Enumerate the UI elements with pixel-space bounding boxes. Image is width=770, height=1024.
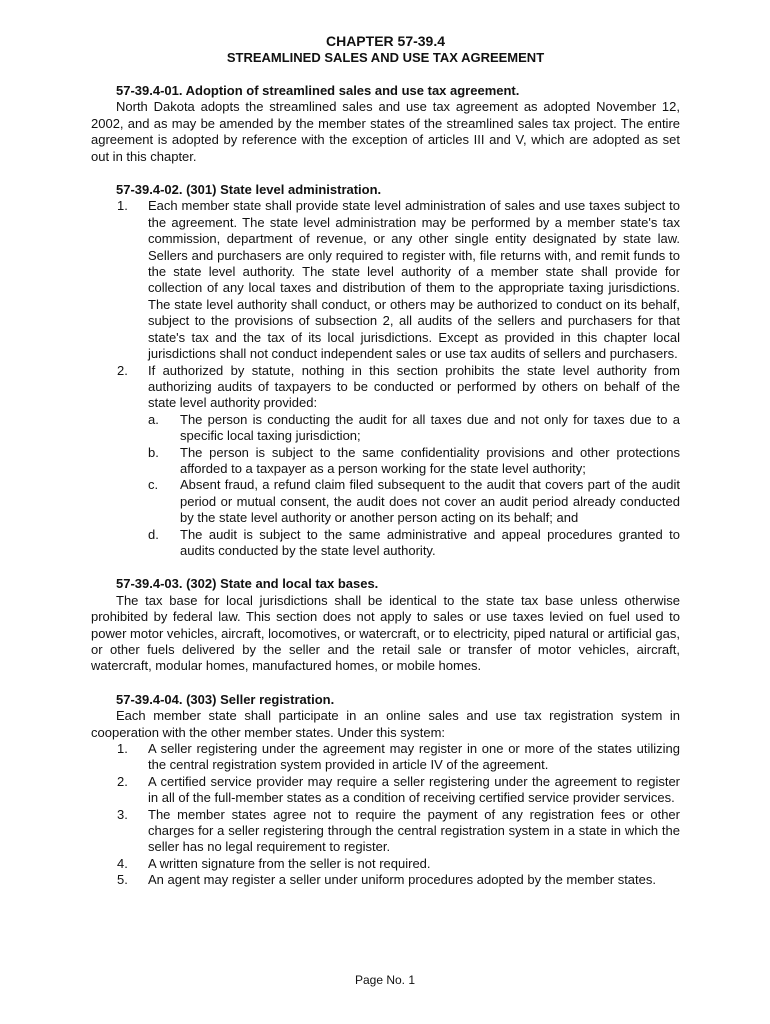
section-paragraph: Each member state shall participate in an online sales and use tax registration system in cooperation with the other member states. Under this system:: [91, 708, 680, 740]
sub-list-item: [148, 445, 680, 478]
sub-list-marker: b.: [148, 444, 159, 460]
list-item-text: The member states agree not to require the payment of any registration fees or other charges for a seller registering through the central registration system in a state in which the seller has no legal requirement to register.: [148, 806, 680, 855]
section-paragraph: The tax base for local jurisdictions shall be identical to the state tax base unless otherwise prohibited by federal law. This section does not apply to sales or use taxes levied on fuel used to power motor vehicles, aircraft, locomotives, or watercraft, or to electricity, piped natural or artificial gas, or other fuels delivered by the seller and the retail sale or transfer of motor vehicles, aircraft, watercraft, modular homes, manufactured homes, or mobile homes.: [91, 592, 680, 674]
list-item: [91, 774, 680, 807]
sub-list-item: [148, 412, 680, 445]
sub-list-marker: d.: [148, 526, 159, 542]
list-item: [91, 807, 680, 856]
list-item-text: If authorized by statute, nothing in this section prohibits the state level authority from authorizing audits of taxpayers to be conducted or performed by others on behalf of the state level authority provided:: [148, 362, 680, 411]
section-heading: 57-39.4-02. (301) State level administration.: [116, 182, 382, 198]
list-item-text: A seller registering under the agreement may register in one or more of the states utilizing the central registration system provided in article IV of the agreement.: [148, 741, 680, 773]
list-item-text: An agent may register a seller under uniform procedures adopted by the member states.: [148, 872, 656, 888]
document-page: [91, 33, 680, 889]
section-seller-registration: [91, 692, 680, 889]
sub-list-marker: c.: [148, 477, 159, 493]
sub-list-item-text: The person is conducting the audit for all taxes due and not only for taxes due to a specific local taxing jurisdiction;: [180, 411, 680, 444]
list-item-text: A certified service provider may require a seller registering under the agreement to register in all of the full-member states as a condition of receiving certified service provider services.: [148, 773, 680, 806]
list-marker: 2.: [117, 773, 128, 789]
list-marker: 5.: [117, 872, 128, 888]
list-marker: 2.: [117, 362, 128, 378]
list-item: [91, 856, 680, 872]
list-item: [91, 872, 680, 888]
sub-list-item-text: The person is subject to the same confidentiality provisions and other protections afforded to a taxpayer as a person working for the state level authority;: [180, 444, 680, 476]
list-marker: 3.: [117, 806, 128, 822]
section-heading: 57-39.4-03. (302) State and local tax bases.: [116, 576, 379, 592]
numbered-list: [91, 741, 680, 889]
section-adoption: [91, 83, 680, 165]
lettered-list: [148, 412, 680, 560]
list-item-text: A written signature from the seller is not required.: [148, 855, 431, 871]
list-marker: 1.: [117, 741, 128, 757]
sub-list-item: [148, 477, 680, 526]
list-item: [91, 363, 680, 560]
sub-list-item-text: Absent fraud, a refund claim filed subsequent to the audit that covers part of the audit period or mutual consent, the audit does not cover an audit period already conducted by the state level authority or another person acting on its behalf; and: [180, 477, 680, 526]
section-paragraph: North Dakota adopts the streamlined sales and use tax agreement as adopted November 12, 2002, and as may be amended by the member states of the streamlined sales tax project. The entire agreement is adopted by reference with the exception of articles III and V, which are adopted as set out in this chapter.: [91, 99, 680, 164]
list-item: [91, 198, 680, 362]
sub-list-marker: a.: [148, 411, 159, 427]
section-heading: 57-39.4-04. (303) Seller registration.: [116, 691, 335, 707]
section-heading: 57-39.4-01. Adoption of streamlined sales and use tax agreement.: [116, 83, 520, 98]
numbered-list: [91, 198, 680, 559]
sub-list-item: [148, 527, 680, 560]
list-item: [91, 741, 680, 774]
section-tax-bases: [91, 576, 680, 674]
section-state-level-administration: [91, 182, 680, 559]
page-number: Page No. 1: [354, 973, 416, 987]
list-item-text: Each member state shall provide state level administration of sales and use taxes subject to the agreement. The state level administration may be performed by a member state's tax commission, department of revenue, or any other single entity designated by state law. Sellers and purchasers are only required to register with, file returns with, and remit funds to the state level authority. The state level authority of a member state shall provide for collection of any local taxes and distribution of them to the appropriate taxing jurisdictions. The state level authority shall conduct, or others may be authorized to conduct on its behalf, subject to the provisions of subsection 2, all audits of the sellers and purchasers for that state's tax and the tax of its local jurisdictions. Except as provided in this chapter local jurisdictions shall not conduct independent sales or use tax audits of sellers and purchasers.: [148, 198, 680, 362]
chapter-title: STREAMLINED SALES AND USE TAX AGREEMENT: [226, 50, 545, 65]
list-marker: 1.: [117, 198, 128, 214]
sub-list-item-text: The audit is subject to the same administrative and appeal procedures granted to audits conducted by the state level authority.: [180, 526, 680, 558]
list-marker: 4.: [117, 855, 128, 871]
chapter-number: CHAPTER 57-39.4: [325, 33, 446, 49]
